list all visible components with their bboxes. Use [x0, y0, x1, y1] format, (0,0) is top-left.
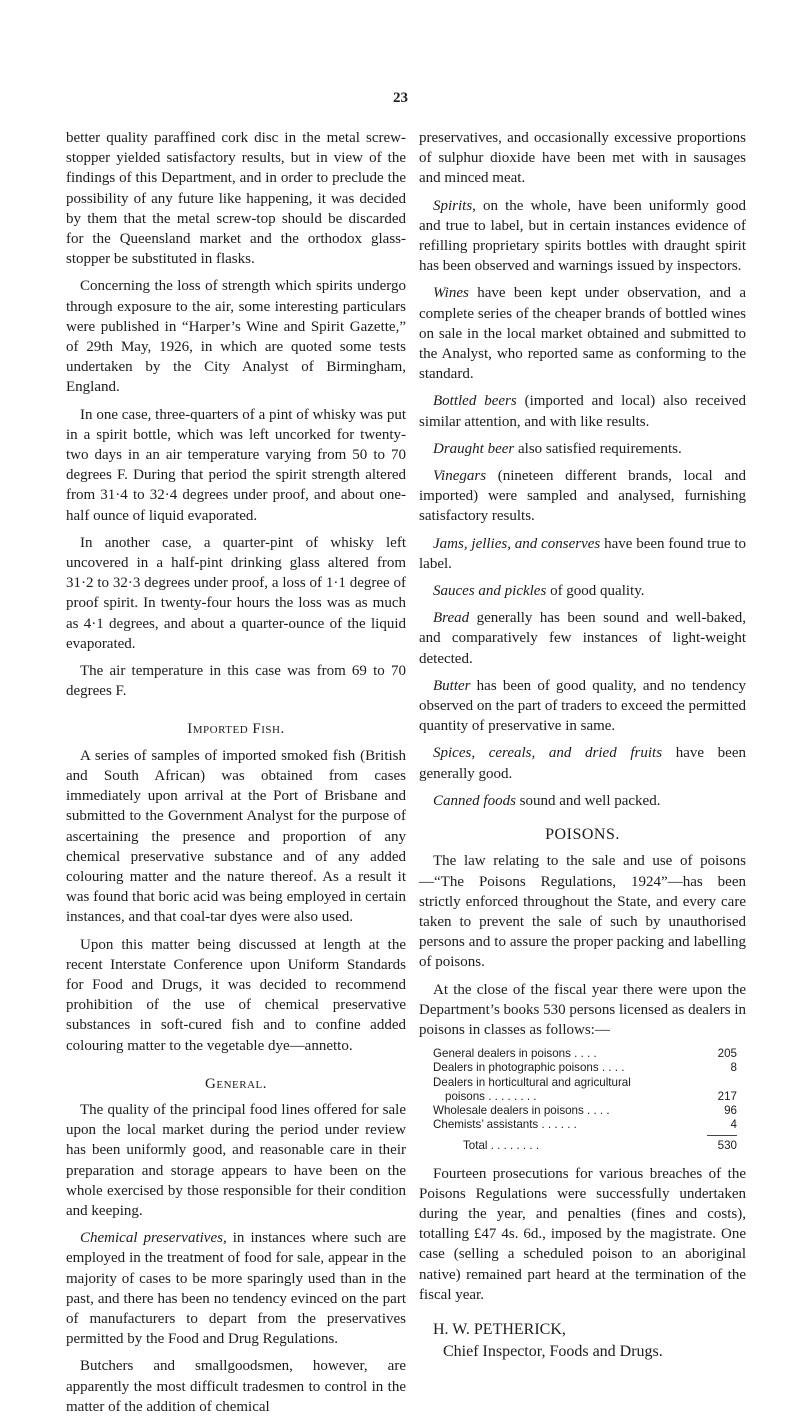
term: Sauces and pickles — [433, 583, 547, 600]
term: Spirits, — [433, 197, 476, 214]
section-heading-imported-fish: Imported Fish. — [187, 721, 285, 738]
paragraph: Fourteen prosecutions for various breaches of the Poisons Regulations were successfully undertaken during the year, and penalties (fines and costs), totalling £47 4s. 6d., imposed by the magistrate. One case (selling a scheduled poison to an aboriginal native) remained part heard at the termination of the fiscal year. — [419, 1165, 746, 1303]
paragraph: Upon this matter being discussed at length at the recent Interstate Conference upon Uniform Standards for Food and Drugs, it was decided to recommend prohibition of the use of chemical preservative substances in soft-cured fish and to confine added colouring matter to the vegetable dye—annetto. — [66, 936, 406, 1054]
term: Wines — [433, 285, 469, 302]
page-number: 23 — [393, 90, 408, 106]
term: Butter — [433, 677, 471, 694]
paragraph — [419, 608, 746, 669]
table-total-label: Total . . . . . . . . — [463, 1139, 540, 1153]
table-row-label: poisons . . . . . . . . — [445, 1089, 537, 1103]
paragraph — [419, 676, 746, 737]
paragraph-text: also satisfied requirements. — [514, 440, 682, 457]
section-heading-poisons: POISONS. — [545, 826, 620, 844]
table-row-value: 205 — [717, 1047, 737, 1061]
paragraph-text: generally has been sound and well-baked, and comparatively few instances of light-weight detected. — [419, 610, 746, 667]
poison-dealers-table — [433, 1047, 737, 1153]
term: Spices, cereals, and dried fruits — [433, 745, 663, 762]
paragraph — [419, 391, 746, 431]
total-rule — [707, 1135, 737, 1136]
paragraph-text: (imported and local) also received similar attention, and with like results. — [419, 393, 746, 430]
term: Draught beer — [433, 440, 515, 457]
paragraph-text: has been of good quality, and no tendency observed on the part of traders to exceed the permitted quantity of preservative in same. — [419, 677, 746, 735]
paragraph — [419, 743, 746, 783]
paragraph — [419, 283, 746, 384]
table-row-value: 217 — [717, 1089, 737, 1103]
table-row — [433, 1118, 737, 1132]
right-column — [419, 128, 746, 1363]
paragraph — [419, 466, 746, 527]
paragraph-text: of good quality. — [546, 583, 645, 600]
left-column — [66, 128, 406, 1424]
term: Chemical preservatives, — [80, 1230, 227, 1247]
table-row — [433, 1061, 737, 1075]
paragraph: preservatives, and occasionally excessive proportions of sulphur dioxide have been met with in sausages and minced meat. — [419, 130, 746, 187]
table-row-label: Dealers in photographic poisons . . . . — [433, 1061, 625, 1075]
paragraph: In another case, a quarter-pint of whisky left uncovered in a half-pint drinking glass altered from 31·2 to 32·3 degrees under proof, a loss of 1·1 degree of proof spirit. In twenty-four hours the loss was as much as 4·1 degrees, and about a quarter-ounce of the liquid evaporated. — [66, 534, 406, 652]
paragraph: Butchers and smallgoodsmen, however, are apparently the most difficult tradesmen to control in the matter of the addition of chemical — [66, 1358, 406, 1415]
term: Canned foods — [433, 792, 516, 809]
paragraph — [419, 534, 746, 574]
table-total-value: 530 — [717, 1139, 737, 1153]
table-row-value — [703, 1076, 737, 1090]
paragraph-text: (nineteen different brands, local and imported) were sampled and analysed, furnishing satisfactory results. — [419, 468, 746, 525]
paragraph: The law relating to the sale and use of poisons —“The Poisons Regulations, 1924”—has been strictly enforced throughout the State, and every care taken to prevent the sale of such by unauthorised persons and to assure the proper packing and labelling of poisons. — [419, 853, 746, 971]
paragraph — [419, 581, 746, 601]
signature-name: H. W. PETHERICK, — [433, 1320, 566, 1338]
paragraph: better quality paraffined cork disc in the metal screw-stopper yielded satisfactory results, but in view of the findings of this Department, and in order to preclude the possibility of any future like happening, it was decided by them that the metal screw-top should be discarded for the Queensland market and the orthodox glass-stopper be substituted in flasks. — [66, 130, 406, 268]
paragraph-text: on the whole, have been uniformly good and true to label, but in certain instances evidence of refilling proprietary spirits bottles with draught spirit has been observed and warnings issued by inspectors. — [419, 197, 746, 275]
table-row-label: General dealers in poisons . . . . — [433, 1047, 597, 1061]
paragraph-text: sound and well packed. — [515, 792, 661, 809]
paragraph: A series of samples of imported smoked fish (British and South African) was obtained from cases immediately upon arrival at the Port of Brisbane and submitted to the Government Analyst for the purpose of ascertaining the presence and proportion of any chemical preservative substance and of any added colouring matter and the nature thereof. As a result it was found that boric acid was being employed in certain instances, and that coal-tar dyes were also used. — [66, 747, 406, 926]
table-row — [433, 1090, 737, 1104]
paragraph: In one case, three-quarters of a pint of whisky was put in a spirit bottle, which was left uncorked for twenty-two days in an air temperature varying from 50 to 70 degrees F. During that period the spirit strength altered from 31·4 to 32·4 degrees under proof, and about one-half ounce of liquid evaporated. — [66, 406, 406, 524]
paragraph: Concerning the loss of strength which spirits undergo through exposure to the air, some interesting particulars were published in “Harper’s Wine and Spirit Gazette,” of 29th May, 1926, in which are quoted some tests undertaken by the City Analyst of Birmingham, England. — [66, 278, 406, 396]
paragraph-text: have been found true to label. — [419, 535, 746, 572]
table-row-label: Wholesale dealers in poisons . . . . — [433, 1103, 610, 1117]
paragraph — [419, 791, 746, 811]
table-row — [433, 1076, 737, 1090]
paragraph — [66, 1228, 406, 1349]
table-row — [433, 1104, 737, 1118]
term: Bread — [433, 610, 470, 627]
table-row — [433, 1047, 737, 1061]
paragraph-text: in instances where such are employed in the treatment of food for sale, appear in the majority of cases to be more sparingly used than in the past, and there has been no tendency evinced on the part of manufacturers to depart from the preservatives permitted by the Food and Drug Regulations. — [66, 1230, 406, 1348]
term: Vinegars — [433, 468, 487, 485]
paragraph-text: have been generally good. — [419, 745, 746, 782]
table-row-value: 4 — [730, 1118, 737, 1132]
term: Jams, jellies, and conserves — [433, 535, 601, 552]
section-heading-general: General. — [205, 1075, 267, 1092]
paragraph: The air temperature in this case was from 69 to 70 degrees F. — [66, 663, 406, 700]
table-row-label: Chemists’ assistants . . . . . . — [433, 1118, 577, 1132]
term: Bottled beers — [433, 393, 517, 410]
signature-title: Chief Inspector, Foods and Drugs. — [443, 1342, 663, 1360]
table-row-value: 8 — [730, 1061, 737, 1075]
signature-block — [419, 1319, 746, 1363]
paragraph: The quality of the principal food lines offered for sale upon the local market during the period under review has been uniformly good, and reasonable care in their preparation and storage appears to have been on the whole exercised by those responsible for their condition and keeping. — [66, 1101, 406, 1219]
table-row-value: 96 — [724, 1103, 737, 1117]
paragraph-text: have been kept under observation, and a complete series of the cheaper brands of bottled wines on sale in the local market obtained and submitted to the Analyst, who reported same as conforming to the standard. — [419, 285, 746, 383]
table-row-label: Dealers in horticultural and agricultural — [433, 1075, 631, 1089]
paragraph: At the close of the fiscal year there were upon the Department’s books 530 persons licensed as dealers in poisons in classes as follows:— — [419, 981, 747, 1038]
paragraph — [419, 439, 746, 459]
table-total-row — [433, 1139, 737, 1153]
paragraph — [419, 196, 746, 277]
